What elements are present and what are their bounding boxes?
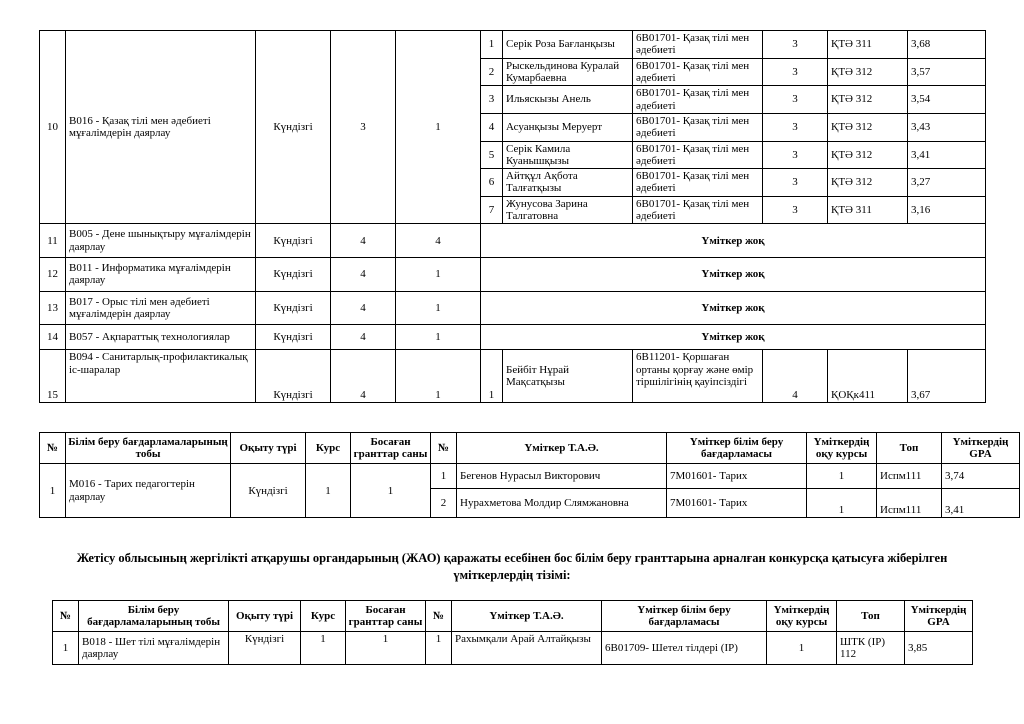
- study-form: Күндізгі: [256, 224, 331, 258]
- candidate-gpa: 3,43: [908, 113, 986, 141]
- free-grants: 1: [396, 258, 481, 292]
- header-gpa: Үміткердің GPA: [942, 433, 1020, 464]
- candidate-number: 1: [426, 632, 452, 665]
- free-grants: 4: [396, 224, 481, 258]
- free-grants: 1: [346, 632, 426, 665]
- free-grants: 1: [396, 325, 481, 350]
- candidate-group: ҚТӘ 311: [828, 31, 908, 59]
- course: 4: [331, 258, 396, 292]
- candidate-group: ҚТӘ 312: [828, 113, 908, 141]
- candidate-number: 5: [481, 141, 503, 169]
- candidate-course: 3: [763, 141, 828, 169]
- course: 4: [331, 291, 396, 325]
- candidate-group: ҚТӘ 312: [828, 169, 908, 197]
- header-course: Курс: [306, 433, 351, 464]
- header-free-grants: Босаған гранттар саны: [351, 433, 431, 464]
- program-group: B016 - Қазақ тілі мен әдебиеті мұғалімдерін даярлау: [66, 31, 256, 224]
- table-header-row: [53, 601, 973, 632]
- study-form: Күндізгі: [256, 350, 331, 403]
- candidate-group: ҚТӘ 312: [828, 86, 908, 114]
- candidate-course: 3: [763, 58, 828, 86]
- candidate-program: 6B01709- Шетел тілдері (IP): [602, 632, 767, 665]
- program-group: B005 - Дене шынықтыру мұғалімдерін даярлау: [66, 224, 256, 258]
- table-row: [40, 224, 986, 258]
- header-program-group: Білім беру бағдарламаларының тобы: [79, 601, 229, 632]
- row-number: 1: [40, 464, 66, 518]
- course: 4: [331, 224, 396, 258]
- header-free-grants: Босаған гранттар саны: [346, 601, 426, 632]
- candidate-number: 6: [481, 169, 503, 197]
- candidate-course: 3: [763, 31, 828, 59]
- candidate-group: ҚТӘ 311: [828, 196, 908, 224]
- candidate-gpa: 3,68: [908, 31, 986, 59]
- no-candidates-text: Үміткер жоқ: [481, 291, 986, 325]
- free-grants: 1: [351, 464, 431, 518]
- section-paragraph: Жетісу облысының жергілікті атқарушы органдарының (ЖАО) қаражаты есебінен бос білім беру гранттарына арналған конкурсқа қатысуға жіберілген үміткерлердің тізімі:: [76, 551, 948, 582]
- course: 1: [301, 632, 346, 665]
- grants-table-main: [39, 30, 986, 403]
- candidate-gpa: 3,41: [942, 489, 1020, 518]
- candidate-number: 4: [481, 113, 503, 141]
- table-row: [40, 31, 986, 59]
- candidate-program: 6B01701- Қазақ тілі мен әдебиеті: [633, 141, 763, 169]
- table-row: [53, 632, 973, 665]
- program-group: B094 - Санитарлық-профилактикалық іс-шаралар: [66, 350, 256, 403]
- candidate-gpa: 3,54: [908, 86, 986, 114]
- free-grants: 1: [396, 350, 481, 403]
- candidate-name: Асуанқызы Меруерт: [503, 113, 633, 141]
- candidate-course: 3: [763, 196, 828, 224]
- row-number: 1: [53, 632, 79, 665]
- study-form: Күндізгі: [231, 464, 306, 518]
- program-group: B018 - Шет тілі мұғалімдерін даярлау: [79, 632, 229, 665]
- study-form: Күндізгі: [256, 325, 331, 350]
- course: 4: [331, 325, 396, 350]
- candidate-course: 1: [767, 632, 837, 665]
- table-row: [40, 350, 986, 403]
- candidate-program: 6B01701- Қазақ тілі мен әдебиеті: [633, 196, 763, 224]
- candidate-name: Бегенов Нурасыл Викторович: [457, 464, 667, 489]
- candidate-group: Испм111: [877, 489, 942, 518]
- program-group: B057 - Ақпараттық технологиялар: [66, 325, 256, 350]
- candidate-course: 1: [807, 489, 877, 518]
- candidate-name: Жунусова Зарина Талгатовна: [503, 196, 633, 224]
- program-group: B017 - Орыс тілі мен әдебиеті мұғалімдерін даярлау: [66, 291, 256, 325]
- candidate-course: 3: [763, 113, 828, 141]
- table-row: [40, 258, 986, 292]
- study-form: Күндізгі: [229, 632, 301, 665]
- table-row: [40, 291, 986, 325]
- study-form: Күндізгі: [256, 291, 331, 325]
- header-candidate-name: Үміткер Т.А.Ә.: [457, 433, 667, 464]
- course: 3: [331, 31, 396, 224]
- table-header-row: [40, 433, 1020, 464]
- candidate-group: Испм111: [877, 464, 942, 489]
- candidate-gpa: 3,67: [908, 350, 986, 403]
- candidate-group: ҚТӘ 312: [828, 141, 908, 169]
- no-candidates-text: Үміткер жоқ: [481, 224, 986, 258]
- table-row: [40, 464, 1020, 489]
- candidate-program: 6B01701- Қазақ тілі мен әдебиеті: [633, 169, 763, 197]
- study-form: Күндізгі: [256, 31, 331, 224]
- candidate-name: Рыскельдинова Куралай Кумарбаевна: [503, 58, 633, 86]
- header-candidate-no: №: [431, 433, 457, 464]
- no-candidates-text: Үміткер жоқ: [481, 325, 986, 350]
- table-row: [40, 325, 986, 350]
- candidate-number: 3: [481, 86, 503, 114]
- candidate-gpa: 3,41: [908, 141, 986, 169]
- course: 4: [331, 350, 396, 403]
- program-group: B011 - Информатика мұғалімдерін даярлау: [66, 258, 256, 292]
- grants-table-masters: [39, 432, 1020, 518]
- candidate-program: 6B01701- Қазақ тілі мен әдебиеті: [633, 31, 763, 59]
- candidate-group: ШТК (IP) 112: [837, 632, 905, 665]
- header-no: №: [40, 433, 66, 464]
- header-candidate-no: №: [426, 601, 452, 632]
- row-number: 10: [40, 31, 66, 224]
- header-no: №: [53, 601, 79, 632]
- no-candidates-text: Үміткер жоқ: [481, 258, 986, 292]
- row-number: 15: [40, 350, 66, 403]
- course: 1: [306, 464, 351, 518]
- row-number: 13: [40, 291, 66, 325]
- candidate-gpa: 3,74: [942, 464, 1020, 489]
- row-number: 12: [40, 258, 66, 292]
- candidate-program: 6B01701- Қазақ тілі мен әдебиеті: [633, 113, 763, 141]
- header-candidate-program: Үміткер білім беру бағдарламасы: [667, 433, 807, 464]
- candidate-gpa: 3,27: [908, 169, 986, 197]
- candidate-number: 1: [481, 350, 503, 403]
- candidate-name: Бейбіт Нұрай Мақсатқызы: [503, 350, 633, 403]
- row-number: 11: [40, 224, 66, 258]
- candidate-course: 3: [763, 169, 828, 197]
- candidate-course: 4: [763, 350, 828, 403]
- header-group: Топ: [837, 601, 905, 632]
- candidate-number: 1: [481, 31, 503, 59]
- candidate-program: 6B11201- Қоршаған ортаны қорғау және өмір тіршілігінің қауіпсіздігі: [633, 350, 763, 403]
- free-grants: 1: [396, 31, 481, 224]
- candidate-gpa: 3,85: [905, 632, 973, 665]
- candidate-program: 6B01701- Қазақ тілі мен әдебиеті: [633, 58, 763, 86]
- candidate-program: 7M01601- Тарих: [667, 464, 807, 489]
- candidate-number: 1: [431, 464, 457, 489]
- header-group: Топ: [877, 433, 942, 464]
- candidate-name: Серік Камила Куанышқызы: [503, 141, 633, 169]
- candidate-program: 7M01601- Тарих: [667, 489, 807, 518]
- candidate-course: 1: [807, 464, 877, 489]
- header-study-form: Оқыту түрі: [229, 601, 301, 632]
- candidate-group: ҚТӘ 312: [828, 58, 908, 86]
- candidate-name: Рахымқали Арай Алтайқызы: [452, 632, 602, 665]
- header-candidate-course: Үміткердің оқу курсы: [767, 601, 837, 632]
- candidate-name: Ильяскызы Анель: [503, 86, 633, 114]
- candidate-name: Серік Роза Бағланқызы: [503, 31, 633, 59]
- candidate-program: 6B01701- Қазақ тілі мен әдебиеті: [633, 86, 763, 114]
- header-program-group: Білім беру бағдарламаларының тобы: [66, 433, 231, 464]
- candidate-group: ҚОҚк411: [828, 350, 908, 403]
- candidate-number: 7: [481, 196, 503, 224]
- header-study-form: Оқыту түрі: [231, 433, 306, 464]
- candidate-name: Нурахметова Молдир Слямжановна: [457, 489, 667, 518]
- candidate-number: 2: [431, 489, 457, 518]
- candidate-name: Айтқұл Ақбота Талғатқызы: [503, 169, 633, 197]
- candidate-gpa: 3,57: [908, 58, 986, 86]
- program-group: М016 - Тарих педагогтерін даярлау: [66, 464, 231, 518]
- header-candidate-name: Үміткер Т.А.Ә.: [452, 601, 602, 632]
- header-candidate-program: Үміткер білім беру бағдарламасы: [602, 601, 767, 632]
- candidate-course: 3: [763, 86, 828, 114]
- free-grants: 1: [396, 291, 481, 325]
- header-gpa: Үміткердің GPA: [905, 601, 973, 632]
- candidate-number: 2: [481, 58, 503, 86]
- header-course: Курс: [301, 601, 346, 632]
- candidate-gpa: 3,16: [908, 196, 986, 224]
- header-candidate-course: Үміткердің оқу курсы: [807, 433, 877, 464]
- row-number: 14: [40, 325, 66, 350]
- grants-table-zhao: [52, 600, 973, 665]
- study-form: Күндізгі: [256, 258, 331, 292]
